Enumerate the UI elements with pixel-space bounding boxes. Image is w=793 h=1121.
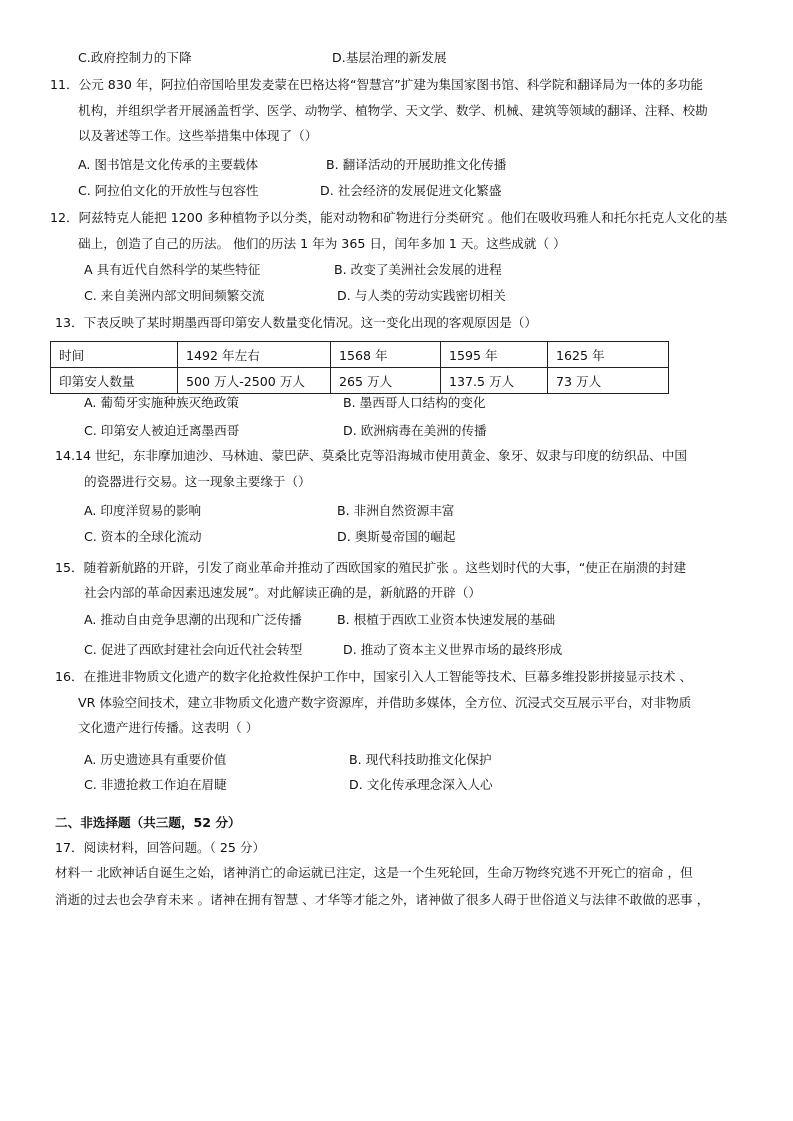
table-row (51, 342, 669, 368)
q15-stem-line2: 社会内部的革命因素迅速发展”。对此解读正确的是，新航路的开辟（） (84, 585, 481, 600)
table-cell: 印第安人数量 (51, 368, 178, 394)
table-row (51, 368, 669, 394)
q12-option-d: D. 与人类的劳动实践密切相关 (337, 288, 506, 303)
table-cell: 500 万人-2500 万人 (178, 368, 331, 394)
table-cell: 时间 (51, 342, 178, 368)
table-cell: 1568 年 (331, 342, 441, 368)
q17-material-line1: 材料一 北欧神话自诞生之始，诸神消亡的命运就已注定，这是一个生死轮回，生命万物终究逃不开死亡的宿命 ，但 (55, 865, 693, 880)
table-cell: 1595 年 (441, 342, 548, 368)
q10-option-c: C.政府控制力的下降 (78, 50, 192, 65)
q15-option-d: D. 推动了资本主义世界市场的最终形成 (343, 642, 563, 657)
q13-option-c: C. 印第安人被迫迁离墨西哥 (84, 423, 240, 438)
q16-stem-line3: 文化遗产进行传播。这表明（ ） (78, 720, 259, 735)
q16-stem-line2: VR 体验空间技术，建立非物质文化遗产数字资源库，并借助多媒体，全方位、沉浸式交互展示平台，对非物质 (78, 695, 692, 710)
table-cell: 1625 年 (548, 342, 669, 368)
q14-option-a: A. 印度洋贸易的影响 (84, 503, 202, 518)
q16-option-b: B. 现代科技助推文化保护 (349, 752, 492, 767)
q14-stem-line1: 14.14 世纪，东非摩加迪沙、马林迪、蒙巴萨、莫桑比克等沿海城市使用黄金、象牙、奴隶与印度的纺织品、中国 (55, 448, 687, 463)
q15-stem-line1: 15．随着新航路的开辟，引发了商业革命并推动了西欧国家的殖民扩张 。这些划时代的大事，“使正在崩溃的封建 (55, 560, 687, 575)
q12-option-c: C. 来自美洲内部文明间频繁交流 (84, 288, 265, 303)
q14-option-d: D. 奥斯曼帝国的崛起 (337, 529, 456, 544)
table-cell: 265 万人 (331, 368, 441, 394)
section-heading: 二、非选择题（共三题，52 分） (55, 815, 241, 830)
table-cell: 73 万人 (548, 368, 669, 394)
q16-stem-line1: 16．在推进非物质文化遗产的数字化抢救性保护工作中，国家引入人工智能等技术、巨幕多维投影拼接显示技术 、 (55, 669, 693, 684)
q12-stem-line1: 12．阿兹特克人能把 1200 多种植物予以分类，能对动物和矿物进行分类研究 。他们在吸收玛雅人和托尔托克人文化的基 (50, 210, 728, 225)
q16-option-c: C. 非遗抢救工作迫在眉睫 (84, 777, 227, 792)
q11-stem-line2: 机构，并组织学者开展涵盖哲学、医学、动物学、植物学、天文学、数学、机械、建筑等领域的翻译、注释、校勘 (78, 103, 708, 118)
q14-option-b: B. 非洲自然资源丰富 (337, 503, 455, 518)
q14-stem-line2: 的瓷器进行交易。这一现象主要缘于（） (84, 474, 311, 489)
q16-option-d: D. 文化传承理念深入人心 (349, 777, 493, 792)
q12-option-a: A 具有近代自然科学的某些特征 (84, 262, 261, 277)
q11-option-a: A. 图书馆是文化传承的主要载体 (78, 157, 259, 172)
table-cell: 137.5 万人 (441, 368, 548, 394)
q17-material-line2: 消逝的过去也会孕育未来 。诸神在拥有智慧 、才华等才能之外，诸神做了很多人碍于世俗道义与法律不敢做的恶事 ， (55, 892, 710, 907)
q11-stem-line3: 以及著述等工作。这些举措集中体现了（） (78, 128, 318, 143)
q14-option-c: C. 资本的全球化流动 (84, 529, 202, 544)
q11-option-c: C. 阿拉伯文化的开放性与包容性 (78, 183, 259, 198)
q13-option-a: A. 葡萄牙实施种族灭绝政策 (84, 395, 239, 410)
q13-data-table (50, 341, 669, 394)
q12-stem-line2: 础上，创造了自己的历法。 他们的历法 1 年为 365 日，闰年多加 1 天。这些成就（ ） (78, 236, 566, 251)
q13-stem-line1: 13．下表反映了某时期墨西哥印第安人数量变化情况。这一变化出现的客观原因是（） (55, 315, 537, 330)
q13-option-b: B. 墨西哥人口结构的变化 (343, 395, 486, 410)
q13-option-d: D. 欧洲病毒在美洲的传播 (343, 423, 487, 438)
q15-option-a: A. 推动自由竞争思潮的出现和广泛传播 (84, 612, 302, 627)
q11-option-b: B. 翻译活动的开展助推文化传播 (326, 157, 507, 172)
q15-option-c: C. 促进了西欧封建社会向近代社会转型 (84, 642, 303, 657)
q12-option-b: B. 改变了美洲社会发展的进程 (334, 262, 502, 277)
q15-option-b: B. 根植于西欧工业资本快速发展的基础 (337, 612, 556, 627)
q16-option-a: A. 历史遗迹具有重要价值 (84, 752, 227, 767)
q17-stem-line1: 17．阅读材料，回答问题。（ 25 分） (55, 840, 266, 855)
q10-option-d: D.基层治理的新发展 (332, 50, 447, 65)
q11-option-d: D. 社会经济的发展促进文化繁盛 (320, 183, 502, 198)
q11-stem-line1: 11．公元 830 年，阿拉伯帝国哈里发麦蒙在巴格达将“智慧宫”扩建为集国家图书馆、科学院和翻译局为一体的多功能 (50, 77, 704, 92)
table-cell: 1492 年左右 (178, 342, 331, 368)
